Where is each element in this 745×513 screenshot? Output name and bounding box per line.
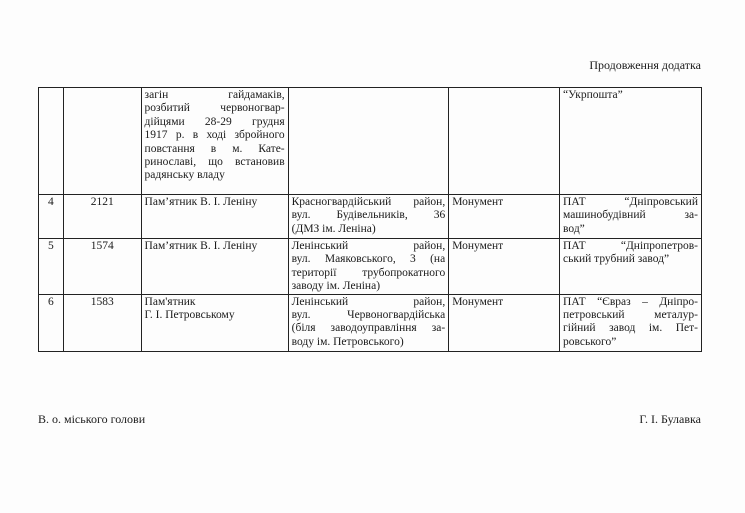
owner-line: машинобудівний за-	[563, 209, 698, 222]
name-line: 1917 р. в ході збройного	[144, 129, 285, 142]
address-line: вул. Будівельників, 36	[291, 209, 446, 222]
object-owner	[560, 195, 702, 239]
registry-code	[63, 88, 141, 195]
object-owner	[560, 239, 702, 295]
address-line: вул. Маяковського, 3 (на	[291, 253, 446, 266]
owner-line: вод”	[563, 222, 585, 235]
name-line: загін гайдамаків,	[144, 89, 285, 101]
object-type	[449, 88, 560, 195]
object-name	[141, 239, 288, 295]
name-line: дійцями 28-29 грудня	[144, 115, 285, 128]
address-line: вул. Червоногвардійська	[291, 309, 446, 322]
name-line: Г. І. Петровському	[144, 309, 235, 322]
owner-line: ровського”	[563, 335, 617, 348]
row-number: 6	[39, 294, 64, 351]
name-line: Пам’ятник В. І. Леніну	[144, 196, 258, 208]
name-line: радянську владу	[144, 169, 225, 182]
owner-line: ський трубний завод”	[563, 253, 670, 266]
address-line: Ленінський район,	[291, 295, 446, 308]
object-type: Монумент	[449, 294, 560, 351]
table-row	[39, 195, 702, 239]
owner-line: ПАТ “Дніпропетров-	[563, 240, 698, 252]
object-owner	[560, 294, 702, 351]
owner-line: петровський металур-	[563, 309, 698, 322]
object-owner	[560, 88, 702, 195]
registry-code: 1574	[63, 239, 141, 295]
address-line: Красногвардійський район,	[291, 196, 446, 208]
address-line: заводу ім. Леніна)	[291, 280, 381, 293]
row-number: 4	[39, 195, 64, 239]
name-line: ринославі, що встановив	[144, 156, 285, 169]
continuation-note: Продовження додатка	[589, 58, 701, 72]
address-line: Ленінський район,	[291, 240, 446, 252]
monuments-table	[38, 87, 702, 352]
object-address	[288, 195, 449, 239]
name-line: Пам'ятник	[144, 295, 196, 308]
signature-position: В. о. міського голови	[38, 412, 146, 426]
object-name	[141, 294, 288, 351]
object-name	[141, 195, 288, 239]
table-row	[39, 294, 702, 351]
name-line: розбитий червоногвар-	[144, 102, 285, 115]
row-number: 5	[39, 239, 64, 295]
owner-line: “Укрпошта”	[563, 89, 623, 101]
owner-line: ПАТ “Євраз – Дніпро-	[563, 295, 698, 308]
address-line: (біля заводоуправління за-	[291, 322, 446, 335]
owner-line: гійний завод ім. Пет-	[563, 322, 698, 335]
address-line: воду ім. Петровського)	[291, 335, 404, 348]
object-type: Монумент	[449, 195, 560, 239]
owner-line: ПАТ “Дніпровський	[563, 196, 698, 208]
object-address	[288, 88, 449, 195]
name-line: Пам’ятник В. І. Леніну	[144, 240, 258, 252]
address-line: (ДМЗ ім. Леніна)	[291, 222, 376, 235]
table-row	[39, 239, 702, 295]
name-line: повстання в м. Кате-	[144, 142, 285, 155]
object-type: Монумент	[449, 239, 560, 295]
registry-code: 1583	[63, 294, 141, 351]
registry-code: 2121	[63, 195, 141, 239]
signature-name: Г. І. Булавка	[639, 412, 701, 426]
table-row	[39, 88, 702, 195]
object-name	[141, 88, 288, 195]
row-number	[39, 88, 64, 195]
object-address	[288, 294, 449, 351]
object-address	[288, 239, 449, 295]
address-line: території трубопрокатного	[291, 266, 446, 279]
